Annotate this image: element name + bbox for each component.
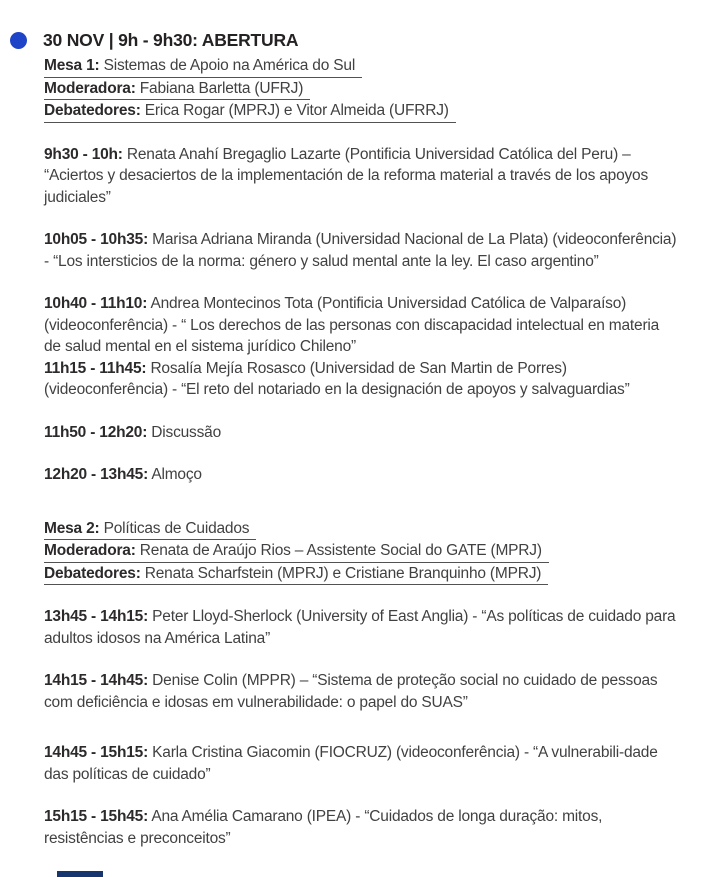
moderator-name: Renata de Araújo Rios – Assistente Social do GATE (MPRJ) [139,542,542,559]
mesa2-block [44,518,677,586]
mesa2-title-row [44,518,677,541]
session-item [44,144,677,209]
mesa2-debaters-row [44,563,677,586]
session-text: Karla Cristina Giacomin (FIOCRUZ) (videoconferência) - “A vulnerabili-dade das políticas de cuidado” [44,744,658,783]
session-item [44,670,677,713]
session-time: 11h50 - 12h20: [44,423,148,441]
session-text: Ana Amélia Camarano (IPEA) - “Cuidados de longa duração: mitos, resistências e preconceitos” [44,808,603,847]
mesa1-debaters-row [44,100,677,123]
mesa1-title-row [44,55,677,78]
session-item [44,464,677,486]
debaters-names: Erica Rogar (MPRJ) e Vitor Almeida (UFRRJ) [144,102,449,119]
debaters-label: Debatedores: [44,102,141,119]
session-text: Peter Lloyd-Sherlock (University of East Anglia) - “As políticas de cuidado para adultos idosos na América Latina” [44,608,676,647]
moderator-name: Fabiana Barletta (UFRJ) [139,79,304,97]
debaters-names: Renata Scharfstein (MPRJ) e Cristiane Branquinho (MPRJ) [144,564,542,582]
mesa2-label: Mesa 2: [44,519,100,537]
session-text: Renata Anahí Bregaglio Lazarte (Pontificia Universidad Católica del Peru) – “Aciertos y desaciertos de la implementación de la reforma material a través de los apoyos judiciales” [44,145,649,206]
mesa1-title: Sistemas de Apoio na América do Sul [103,57,356,74]
mesa2-moderator-row [44,540,677,563]
session-time: 11h15 - 11h45: [44,359,147,377]
session-text: Discussão [151,423,221,441]
session-item [44,806,677,849]
session-heading: 30 NOV | 9h - 9h30: ABERTURA [43,30,299,50]
session-time: 12h20 - 13h45: [44,466,149,483]
cut-off-footer-bar [57,871,103,877]
session-time: 14h15 - 14h45: [44,672,149,689]
mesa1-block [44,55,677,123]
session-time: 13h45 - 14h15: [44,608,149,625]
session-item [44,742,677,785]
session-text: Andrea Montecinos Tota (Pontificia Universidad Católica de Valparaíso) (videoconferência) - “ Los derechos de las personas con discapacidad intelectual en materia de salud mental en el sistema jurídico Chileno” [44,295,660,355]
session-time: 10h40 - 11h10: [44,295,148,312]
session-text: Rosalía Mejía Rosasco (Universidad de San Martin de Porres) (videoconferência) - “El reto del notariado en la designación de apoyos y salvaguardias” [44,359,630,398]
session-text: Denise Colin (MPPR) – “Sistema de proteção social no cuidado de pessoas com deficiência e idosas em vulnerabilidade: o papel do SUAS” [44,672,658,711]
mesa1-label: Mesa 1: [44,57,100,74]
moderator-label: Moderadora: [44,542,136,559]
session-item [44,422,677,444]
debaters-label: Debatedores: [44,564,141,582]
session-time: 9h30 - 10h: [44,145,123,163]
session-item [44,293,677,358]
mesa1-moderator-row [44,78,677,101]
mesa2-title: Políticas de Cuidados [103,519,250,537]
session-item [44,358,677,401]
session-text: Marisa Adriana Miranda (Universidad Nacional de La Plata) (videoconferência) - “Los intersticios de la norma: género y salud mental ante la ley. El caso argentino” [44,231,677,270]
bullet-icon [10,32,27,49]
session-item [44,229,677,272]
moderator-label: Moderadora: [44,79,136,97]
session-item [44,606,677,649]
session-time: 14h45 - 15h15: [44,744,149,761]
session-text: Almoço [151,466,202,483]
session-time: 10h05 - 10h35: [44,231,149,248]
session-time: 15h15 - 15h45: [44,808,149,825]
session-heading-row [10,31,677,50]
